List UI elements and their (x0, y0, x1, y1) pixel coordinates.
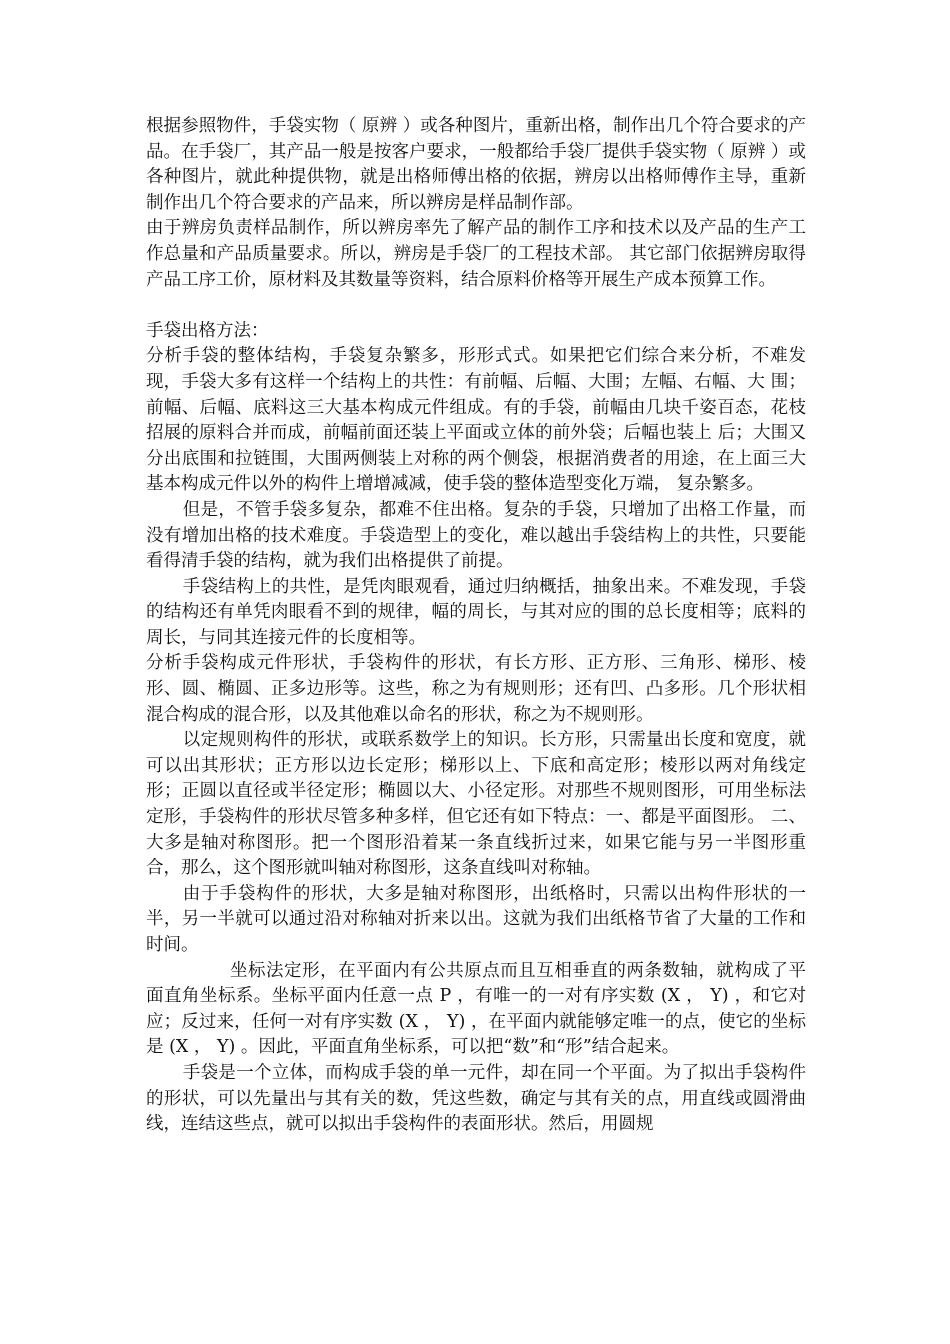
paragraph-coordinate-method: 坐标法定形，在平面内有公共原点而且互相垂直的两条数轴，就构成了平面直角坐标系。坐标平面内任意一点 P ，有唯一的一对有序实数 (X ， Y) ，和它对应；反过来，任何一对有序实数 (X ， Y) ，在平面内就能够定唯一的点，使它的坐标是 (X ， Y) 。因此，平面直角坐标系，可以把“数”和“形”结合起来。 (146, 960, 806, 1058)
document-page (146, 114, 806, 1138)
paragraph-sample-room-definition: 根据参照物件，手袋实物（ 原辨 ）或各种图片，重新出格，制作出几个符合要求的产品。在手袋厂，其产品一般是按客户要求，一般都给手袋厂提供手袋实物（ 原辨 ）或各种图片，就此种提供物，就是出格师傅出格的依据，辨房以出格师傅作主导，重新制作出几个符合要求的产品来，所以辨房是样品制作部。 (146, 116, 806, 213)
paragraph-sample-room-role: 由于辨房负责样品制作，所以辨房率先了解产品的制作工序和技术以及产品的生产工作总量和产品质量要求。所以，辨房是手袋厂的工程技术部。 其它部门依据辨房取得产品工序工价，原材料及其数量等资料，结合原料价格等开展生产成本预算工作。 (146, 218, 806, 290)
paragraph-regular-shapes: 以定规则构件的形状，或联系数学上的知识。长方形，只需量出长度和宽度，就可以出其形状；正方形以边长定形；梯形以上、下底和高定形；棱形以两对角线定 形；正圆以直径或半径定形；椭圆以大、小径定形。对那些不规则图形，可用坐标法定形，手袋构件的形状尽管多种多样，但它还有如下特点：一、都是平面图形。 二、大多是轴对称图形。把一个图形沿着某一条直线折过来，如果它能与另一半图形重合，那么，这个图形就叫轴对称图形，这条直线叫对称轴。 (146, 730, 806, 879)
paragraph-structural-commonality: 手袋结构上的共性，是凭肉眼观看，通过归纳概括，抽象出来。不难发现，手袋的结构还有单凭肉眼看不到的规律，幅的周长，与其对应的围的总长度相等；底料的周长，与同其连接元件的长度相等。 (146, 576, 806, 648)
paragraph-complexity: 但是，不管手袋多复杂，都难不住出格。复杂的手袋，只增加了出格工作量，而没有增加出格的技术难度。手袋造型上的变化，难以越出手袋结构上的共性，只要能看得清手袋的结构，就为我们出格提供了前提。 (146, 499, 806, 572)
paragraph-structure-analysis: 分析手袋的整体结构，手袋复杂繁多，形形式式。如果把它们综合来分析，不难发现，手袋大多有这样一个结构上的共性：有前幅、后幅、大围；左幅、右幅、大 围；前幅、后幅、底料这三大基本构成元件组成。有的手袋，前幅由几块千姿百态，花枝招展的原料合并而成，前幅前面还装上平面或立体的前外袋；后幅也装上 后；大围又分出底围和拉链围，大围两侧装上对称的两个侧袋，根据消费者的用途，在上面三大基本构成元件以外的构件上增增减减，使手袋的整体造型变化万端， 复杂繁多。 (146, 346, 806, 495)
blank-line (146, 293, 806, 319)
paragraph-component-shapes: 分析手袋构成元件形状，手袋构件的形状，有长方形、正方形、三角形、梯形、棱形、圆、椭圆、正多边形等。这些，称之为有规则形；还有凹、凸多形。几个形状相混合构成的混合形，以及其他难以命名的形状，称之为不规则形。 (146, 653, 806, 725)
paragraph-axial-symmetry: 由于手袋构件的形状，大多是轴对称图形，出纸格时，只需以出构件形状的一半，另一半就可以通过沿对称轴对折来以出。这就为我们出纸格节省了大量的工作和时间。 (146, 883, 806, 955)
paragraph-three-dimensional: 手袋是一个立体，而构成手袋的单一元件，却在同一个平面。为了拟出手袋构件的形状，可以先量出与其有关的数，凭这些数，确定与其有关的点，用直线或圆滑曲 线，连结这些点，就可以拟出手袋构件的表面形状。然后，用圆规 (146, 1062, 806, 1135)
section-heading-pattern-method: 手袋出格方法： (146, 320, 269, 341)
